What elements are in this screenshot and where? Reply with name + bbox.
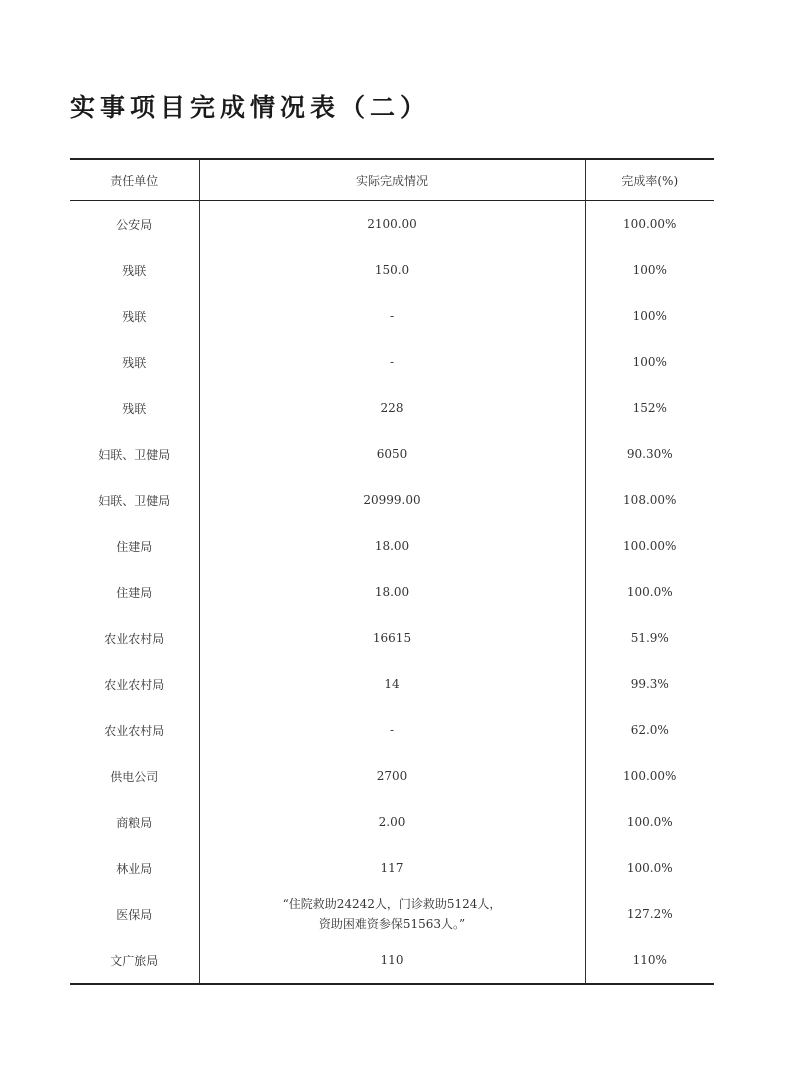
table-row bbox=[70, 845, 714, 891]
cell-unit: 商粮局 bbox=[116, 815, 153, 830]
cell-unit: 残联 bbox=[122, 401, 147, 416]
cell-rate: 100.00% bbox=[623, 769, 677, 783]
cell-unit: 林业局 bbox=[116, 861, 153, 876]
cell-rate: 90.30% bbox=[626, 447, 673, 461]
cell-rate: 100.00% bbox=[623, 539, 677, 553]
cell-rate: 100% bbox=[632, 263, 667, 277]
cell-actual: 2.00 bbox=[199, 799, 585, 845]
cell-rate: 100% bbox=[632, 309, 667, 323]
cell-actual: 150.0 bbox=[199, 247, 585, 293]
page-title: 实事项目完成情况表（二） bbox=[70, 93, 431, 122]
cell-actual: 16615 bbox=[199, 615, 585, 661]
cell-unit: 供电公司 bbox=[110, 769, 159, 784]
cell-rate: 99.3% bbox=[630, 677, 669, 691]
table-row bbox=[70, 753, 714, 799]
cell-rate: 110% bbox=[632, 953, 667, 967]
cell-rate: 100.0% bbox=[626, 815, 673, 829]
table-row bbox=[70, 431, 714, 477]
table-row bbox=[70, 937, 714, 984]
table-row bbox=[70, 385, 714, 431]
cell-actual: 228 bbox=[199, 385, 585, 431]
table-row bbox=[70, 891, 714, 937]
table-row bbox=[70, 661, 714, 707]
cell-unit: 住建局 bbox=[116, 585, 153, 600]
cell-unit: 农业农村局 bbox=[104, 723, 165, 738]
cell-actual: - bbox=[199, 707, 585, 753]
cell-actual: 14 bbox=[199, 661, 585, 707]
cell-actual: - bbox=[199, 339, 585, 385]
cell-rate: 108.00% bbox=[623, 493, 677, 507]
cell-unit: 残联 bbox=[122, 263, 147, 278]
cell-rate: 100.00% bbox=[623, 217, 677, 231]
table-row bbox=[70, 247, 714, 293]
table-row bbox=[70, 293, 714, 339]
table-body bbox=[70, 201, 714, 985]
cell-unit: 残联 bbox=[122, 355, 147, 370]
cell-actual: 2100.00 bbox=[199, 201, 585, 248]
column-header-actual: 实际完成情况 bbox=[199, 159, 585, 201]
cell-actual: 2700 bbox=[199, 753, 585, 799]
cell-actual: “住院救助24242人，门诊救助5124人， 资助困难资参保51563人。” bbox=[199, 891, 585, 937]
cell-rate: 62.0% bbox=[630, 723, 669, 737]
table-row bbox=[70, 523, 714, 569]
cell-rate: 127.2% bbox=[626, 907, 673, 921]
cell-unit: 文广旅局 bbox=[110, 953, 159, 968]
cell-unit: 妇联、卫健局 bbox=[98, 447, 171, 462]
cell-rate: 100.0% bbox=[626, 861, 673, 875]
cell-actual: 18.00 bbox=[199, 523, 585, 569]
cell-actual: 110 bbox=[199, 937, 585, 984]
column-header-unit: 责任单位 bbox=[70, 159, 199, 201]
cell-unit: 公安局 bbox=[116, 217, 153, 232]
cell-unit: 妇联、卫健局 bbox=[98, 493, 171, 508]
table-row bbox=[70, 339, 714, 385]
table-row bbox=[70, 707, 714, 753]
cell-actual: 20999.00 bbox=[199, 477, 585, 523]
cell-actual: - bbox=[199, 293, 585, 339]
cell-actual: 6050 bbox=[199, 431, 585, 477]
cell-actual: 117 bbox=[199, 845, 585, 891]
cell-rate: 152% bbox=[632, 401, 667, 415]
cell-actual: 18.00 bbox=[199, 569, 585, 615]
cell-unit: 残联 bbox=[122, 309, 147, 324]
table-row bbox=[70, 799, 714, 845]
table-row bbox=[70, 477, 714, 523]
table-row bbox=[70, 569, 714, 615]
cell-rate: 100% bbox=[632, 355, 667, 369]
cell-unit: 住建局 bbox=[116, 539, 153, 554]
cell-unit: 医保局 bbox=[116, 907, 153, 922]
table-row bbox=[70, 201, 714, 248]
cell-unit: 农业农村局 bbox=[104, 631, 165, 646]
cell-unit: 农业农村局 bbox=[104, 677, 165, 692]
completion-table bbox=[70, 158, 714, 985]
table-row bbox=[70, 615, 714, 661]
table-header-row bbox=[70, 159, 714, 201]
column-header-rate: 完成率(%) bbox=[585, 159, 714, 201]
cell-rate: 51.9% bbox=[630, 631, 669, 645]
cell-rate: 100.0% bbox=[626, 585, 673, 599]
